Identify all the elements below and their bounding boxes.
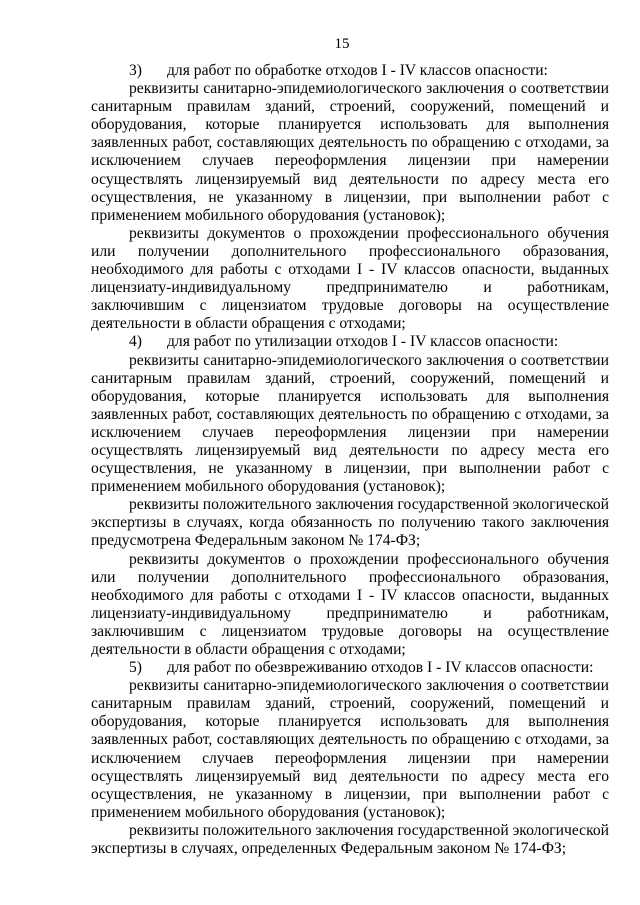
- list-item-number: 5): [129, 659, 142, 677]
- paragraph: реквизиты документов о прохождении профессионального обучения или получении дополнительного профессионального образования, необходимого для работы с отходами I - IV классов опасности, выданных лицензиату-индивидуальному предпринимателю и работникам, заключившим с лицензиатом трудовые договоры на осуществление деятельности в области обращения с отходами;: [91, 224, 609, 333]
- paragraph: реквизиты санитарно-эпидемиологического заключения о соответствии санитарным правилам зданий, строений, сооружений, помещений и оборудования, которые планируется использовать для выполнения заявленных работ, составляющих деятельность по обращению с отходами, за исключением случаев переоформления лицензии при намерении осуществлять лицензируемый вид деятельности по адресу места его осуществления, не указанному в лицензии, при выполнении работ с применением мобильного оборудования (установок);: [91, 351, 609, 496]
- list-item-text: для работ по утилизации отходов I - IV классов опасности:: [167, 333, 559, 351]
- document-body: [91, 62, 609, 858]
- page-number: 15: [334, 36, 350, 52]
- list-item-number: 4): [129, 333, 142, 351]
- paragraph: реквизиты положительного заключения государственной экологической экспертизы в случаях, определенных Федеральным законом № 174-ФЗ;: [91, 821, 609, 858]
- paragraph: реквизиты санитарно-эпидемиологического заключения о соответствии санитарным правилам зданий, строений, сооружений, помещений и оборудования, которые планируется использовать для выполнения заявленных работ, составляющих деятельность по обращению с отходами, за исключением случаев переоформления лицензии при намерении осуществлять лицензируемый вид деятельности по адресу места его осуществления, не указанному в лицензии, при выполнении работ с применением мобильного оборудования (установок);: [91, 677, 609, 821]
- list-item-heading: [91, 659, 609, 677]
- paragraph: реквизиты санитарно-эпидемиологического заключения о соответствии санитарным правилам зданий, строений, сооружений, помещений и оборудования, которые планируется использовать для выполнения заявленных работ, составляющих деятельность по обращению с отходами, за исключением случаев переоформления лицензии при намерении осуществлять лицензируемый вид деятельности по адресу места его осуществления, не указанному в лицензии, при выполнении работ с применением мобильного оборудования (установок);: [91, 80, 609, 224]
- paragraph: реквизиты положительного заключения государственной экологической экспертизы в случаях, когда обязанность по получению такого заключения предусмотрена Федеральным законом № 174-ФЗ;: [91, 496, 609, 550]
- list-item-text: для работ по обезвреживанию отходов I - IV классов опасности:: [167, 659, 594, 677]
- list-item-text: для работ по обработке отходов I - IV классов опасности:: [167, 62, 548, 79]
- list-item-heading: [91, 62, 609, 80]
- paragraph: реквизиты документов о прохождении профессионального обучения или получении дополнительного профессионального образования, необходимого для работы с отходами I - IV классов опасности, выданных лицензиату-индивидуальному предпринимателю и работникам, заключившим с лицензиатом трудовые договоры на осуществление деятельности в области обращения с отходами;: [91, 550, 609, 658]
- list-item-number: 3): [129, 62, 142, 79]
- list-item-heading: [91, 333, 609, 351]
